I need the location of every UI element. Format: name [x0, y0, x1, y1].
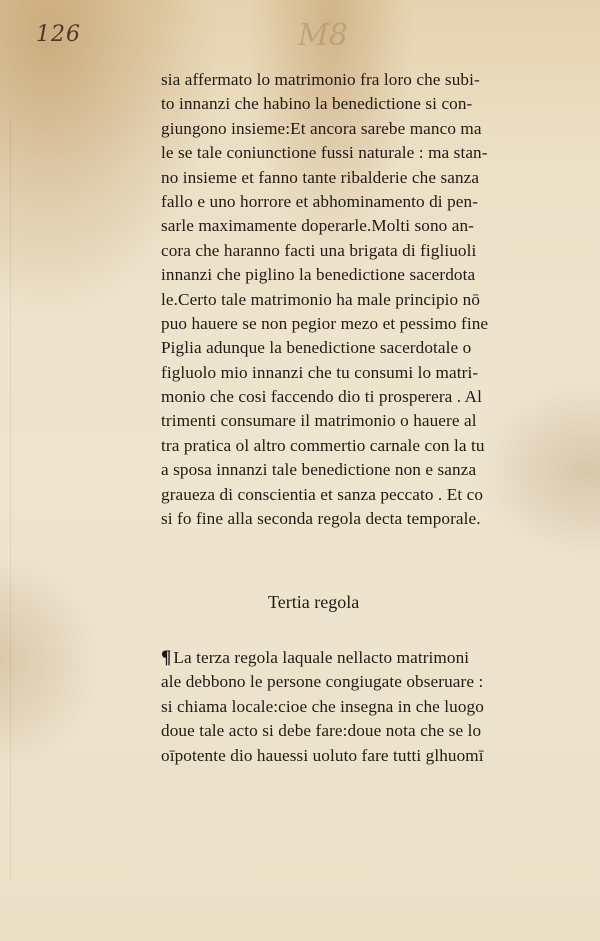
section-heading: Tertia regola: [268, 592, 360, 612]
text-line: trimenti consumare il matrimonio o hauere al: [161, 411, 477, 431]
text-line: si fo fine alla seconda regola decta temporale.: [161, 509, 481, 529]
text-line: sarle maximamente doperarle.Molti sono an-: [161, 216, 474, 236]
signature-mark: M8: [298, 18, 348, 53]
page-edge-shadow: [10, 120, 11, 880]
text-line: ale debbono le persone congiugate obseruare :: [161, 672, 484, 692]
text-line-first: [161, 646, 581, 670]
text-line: graueza di conscientia et sanza peccato . Et co: [161, 484, 484, 504]
text-line: oīpotente dio hauessi uoluto fare tutti glhuomī: [161, 745, 484, 765]
first-line-text: La terza regola laquale nellacto matrimoni: [173, 648, 470, 667]
text-line: sia affermato lo matrimonio fra loro che subi-: [161, 70, 480, 89]
pilcrow-icon: ¶: [161, 647, 172, 668]
text-line: puo hauere se non pegior mezo et pessimo fine: [161, 313, 489, 333]
text-line: Piglia adunque la benedictione sacerdotale o: [161, 338, 472, 358]
paragraph-1: [161, 68, 573, 531]
text-line: doue tale acto si debe fare:doue nota che se lo: [161, 721, 482, 741]
paragraph-2: [161, 646, 581, 768]
folio-number: 126: [36, 22, 81, 47]
text-line: si chiama locale:cioe che insegna in che luogo: [161, 696, 484, 716]
text-line: giungono insieme:Et ancora sarebe manco ma: [161, 118, 482, 138]
text-line: monio che cosi faccendo dio ti prosperera . Al: [161, 387, 483, 407]
text-line: le.Certo tale matrimonio ha male principio nō: [161, 289, 481, 309]
text-line: a sposa innanzi tale benedictione non e sanza: [161, 460, 477, 480]
text-line: fallo e uno horrore et abhominamento di pen-: [161, 191, 479, 211]
text-line: no insieme et fanno tante ribalderie che sanza: [161, 167, 480, 187]
text-line: figluolo mio innanzi che tu consumi lo matri-: [161, 362, 479, 382]
text-line: le se tale coniunctione fussi naturale : ma stan-: [161, 143, 488, 163]
text-line: tra pratica ol altro commertio carnale con la tu: [161, 435, 485, 455]
text-line: to innanzi che habino la benedictione si con-: [161, 94, 473, 114]
text-line: innanzi che piglino la benedictione sacerdota: [161, 265, 476, 285]
text-line: cora che haranno facti una brigata di figliuoli: [161, 240, 477, 260]
